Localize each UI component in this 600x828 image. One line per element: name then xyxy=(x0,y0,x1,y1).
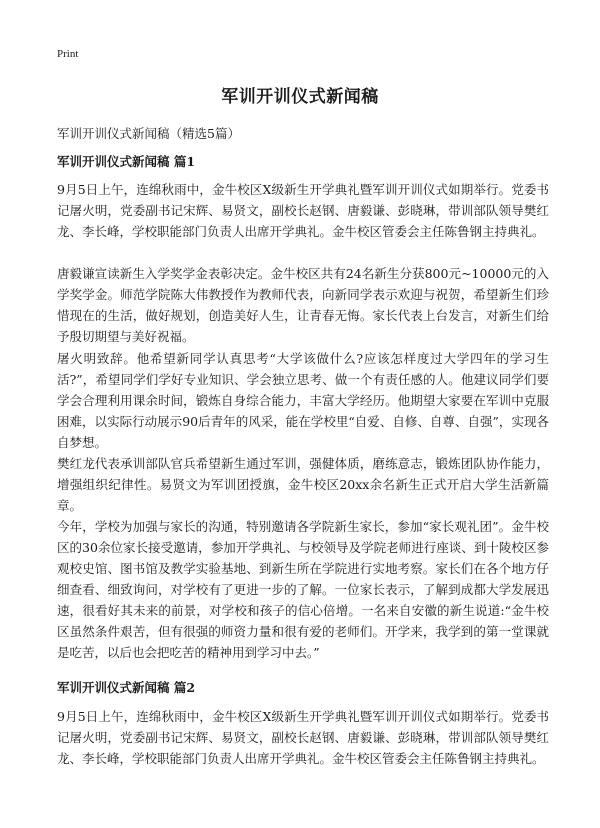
paragraph: 樊红龙代表承训部队官兵希望新生通过军训，强健体质，磨练意志，锻炼团队协作能力，增强组织纪律性。易贤文为军训团授旗，金牛校区20xx余名新生正式开启大学生活新篇章。 xyxy=(57,456,549,513)
paragraph: 9月5日上午，连绵秋雨中，金牛校区X级新生开学典礼暨军训开训仪式如期举行。党委书记屠火明，党委副书记宋辉、易贤文，副校长赵钢、唐毅谦、彭晓琳，带训部队领导樊红龙、李长峰，学校职能部门负责人出席开学典礼。金牛校区管委会主任陈鲁钢主持典礼。 xyxy=(57,182,549,239)
paragraph: 唐毅谦宣读新生入学奖学金表彰决定。金牛校区共有24名新生分获800元~10000元的入学奖学金。师范学院陈大伟教授作为教师代表，向新同学表示欢迎与祝贺，希望新生们珍惜现在的生活，做好规划，创造美好人生，让青春无悔。家长代表上台发言，对新生们给予殷切期望与美好祝福。 xyxy=(57,266,549,344)
section-heading: 军训开训仪式新闻稿 篇2 xyxy=(57,680,196,695)
paragraph: 今年，学校为加强与家长的沟通，特别邀请各学院新生家长，参加“家长观礼团”。金牛校区的30余位家长接受邀请，参加开学典礼、与校领导及学院老师进行座谈、到十陵校区参观校史馆、图书馆及教学实验基地、到新生所在学院进行实地考察。家长们在各个地方仔细查看、细致询问，对学校有了更进一步的了解。一位家长表示，了解到成都大学发展迅速，很看好其未来的前景，对学校和孩子的信心倍增。一名来自安徽的新生说道:“金牛校区虽然条件艰苦，但有很强的师资力量和很有爱的老师们。开学来，我学到的第一堂课就是吃苦，以后也会把吃苦的精神用到学习中去。” xyxy=(57,519,549,660)
paragraph: 屠火明致辞。他希望新同学认真思考“大学该做什么?应该怎样度过大学四年的学习生活?”，希望同学们学好专业知识、学会独立思考、做一个有责任感的人。他建议同学们要学会合理利用课余时间，锻炼自身综合能力，丰富大学经历。他期望大家要在军训中克服困难，以实际行动展示90后青年的风采，能在学校里“自爱、自修、自尊、自强”，实现各自梦想。 xyxy=(57,351,549,450)
paragraph: 9月5日上午，连绵秋雨中，金牛校区X级新生开学典礼暨军训开训仪式如期举行。党委书记屠火明，党委副书记宋辉、易贤文，副校长赵钢、唐毅谦、彭晓琳，带训部队领导樊红龙、李长峰，学校职能部门负责人出席开学典礼。金牛校区管委会主任陈鲁钢主持典礼。 xyxy=(57,709,549,766)
section-heading: 军训开训仪式新闻稿 篇1 xyxy=(57,154,196,169)
page-title: 军训开训仪式新闻稿 xyxy=(221,87,379,107)
document-subtitle: 军训开训仪式新闻稿（精选5篇） xyxy=(57,126,240,141)
print-label: Print xyxy=(57,48,79,60)
